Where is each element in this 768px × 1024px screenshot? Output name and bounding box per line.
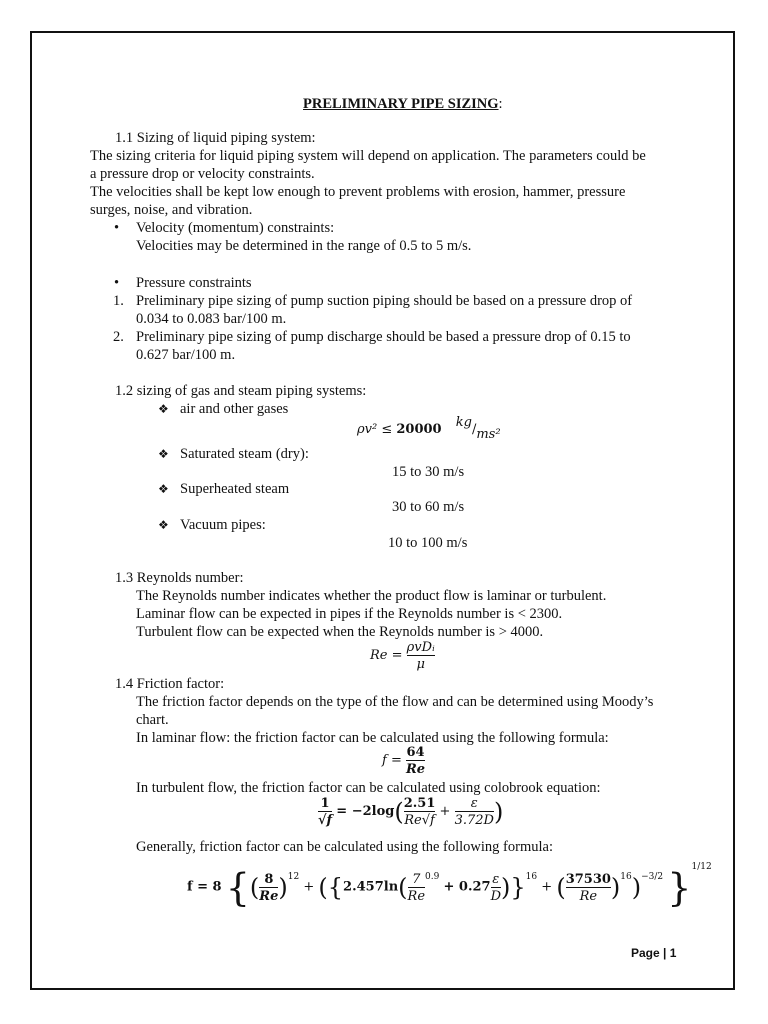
bullet-dot-icon: • <box>114 220 120 236</box>
superheated-value: 30 to 60 m/s <box>392 499 465 515</box>
gas-item-air: ❖ air and other gases <box>158 401 289 417</box>
air-formula: ρv² ≤ 20000 kg/ms² <box>357 415 501 442</box>
paragraph-line: In turbulent flow, the friction factor can be calculated using colobrook equation: <box>136 780 601 796</box>
paragraph-line: a pressure drop or velocity constraints. <box>90 166 315 182</box>
paragraph-line: The sizing criteria for liquid piping system will depend on application. The parameters could be <box>90 148 646 164</box>
paragraph-line: chart. <box>136 712 169 728</box>
section-1-3-heading: 1.3 Reynolds number: <box>115 570 244 586</box>
paragraph-line: The friction factor depends on the type of the flow and can be determined using Moody’s <box>136 694 654 710</box>
saturated-value: 15 to 30 m/s <box>392 464 465 480</box>
paragraph-line: Laminar flow can be expected in pipes if the Reynolds number is < 2300. <box>136 606 563 622</box>
bullet-velocity-text: Velocities may be determined in the range of 0.5 to 5 m/s. <box>136 238 472 254</box>
paragraph-line: surges, noise, and vibration. <box>90 202 253 218</box>
list-item-1: 1. Preliminary pipe sizing of pump suction piping should be based on a pressure drop of <box>113 293 633 309</box>
gas-item-superheated: ❖ Superheated steam <box>158 481 290 497</box>
laminar-formula: f = $\frac{64}{Re}$ <box>382 745 426 777</box>
diamond-bullet-icon: ❖ <box>158 518 169 532</box>
paragraph-line: Generally, friction factor can be calculated using the following formula: <box>136 839 553 855</box>
section-1-2-heading: 1.2 sizing of gas and steam piping systems: <box>115 383 367 399</box>
general-friction-formula: f = 8 {( $\frac{8}{Re}$ )$^{12}$ + ({2.457ln( $\frac{7}{Re}$ $^{0.9}$ + 0.27 $\frac{\varepsilon}{D}$ )}$^{16}$ + ( $\frac{37530}{Re}$ )$^{16}$)$^{-3/2}$ }$^{1/12}$ <box>187 862 712 910</box>
diamond-bullet-icon: ❖ <box>158 447 169 461</box>
paragraph-line: The velocities shall be kept low enough to prevent problems with erosion, hammer, pressure <box>90 184 626 200</box>
list-item-1-cont: 0.034 to 0.083 bar/100 m. <box>136 311 287 327</box>
section-1-1-heading: 1.1 Sizing of liquid piping system: <box>115 130 316 146</box>
vacuum-value: 10 to 100 m/s <box>388 535 468 551</box>
paragraph-line: Turbulent flow can be expected when the Reynolds number is > 4000. <box>136 624 544 640</box>
colebrook-formula: $\frac{1}{√f}$ = −2log( $\frac{2.51}{Re√f}$ + $\frac{\varepsilon}{3.72D}$ ) <box>318 796 504 828</box>
page-title: PRELIMINARY PIPE SIZING: <box>303 96 503 112</box>
page-number: Page | 1 <box>631 946 677 960</box>
diamond-bullet-icon: ❖ <box>158 482 169 496</box>
bullet-velocity: • Velocity (momentum) constraints: <box>114 220 335 236</box>
section-1-4-heading: 1.4 Friction factor: <box>115 676 225 692</box>
paragraph-line: The Reynolds number indicates whether the product flow is laminar or turbulent. <box>136 588 607 604</box>
list-item-2-cont: 0.627 bar/100 m. <box>136 347 236 363</box>
diamond-bullet-icon: ❖ <box>158 402 169 416</box>
list-item-2: 2. Preliminary pipe sizing of pump discharge should be based a pressure drop of 0.15 to <box>113 329 631 345</box>
gas-item-saturated: ❖ Saturated steam (dry): <box>158 446 309 462</box>
bullet-dot-icon: • <box>114 275 120 291</box>
reynolds-formula: Re = $\frac{\text{ρvDᵢ}}{\mu}$ <box>370 640 435 672</box>
gas-item-vacuum: ❖ Vacuum pipes: <box>158 517 266 533</box>
paragraph-line: In laminar flow: the friction factor can be calculated using the following formula: <box>136 730 609 746</box>
bullet-pressure: • Pressure constraints <box>114 275 252 291</box>
